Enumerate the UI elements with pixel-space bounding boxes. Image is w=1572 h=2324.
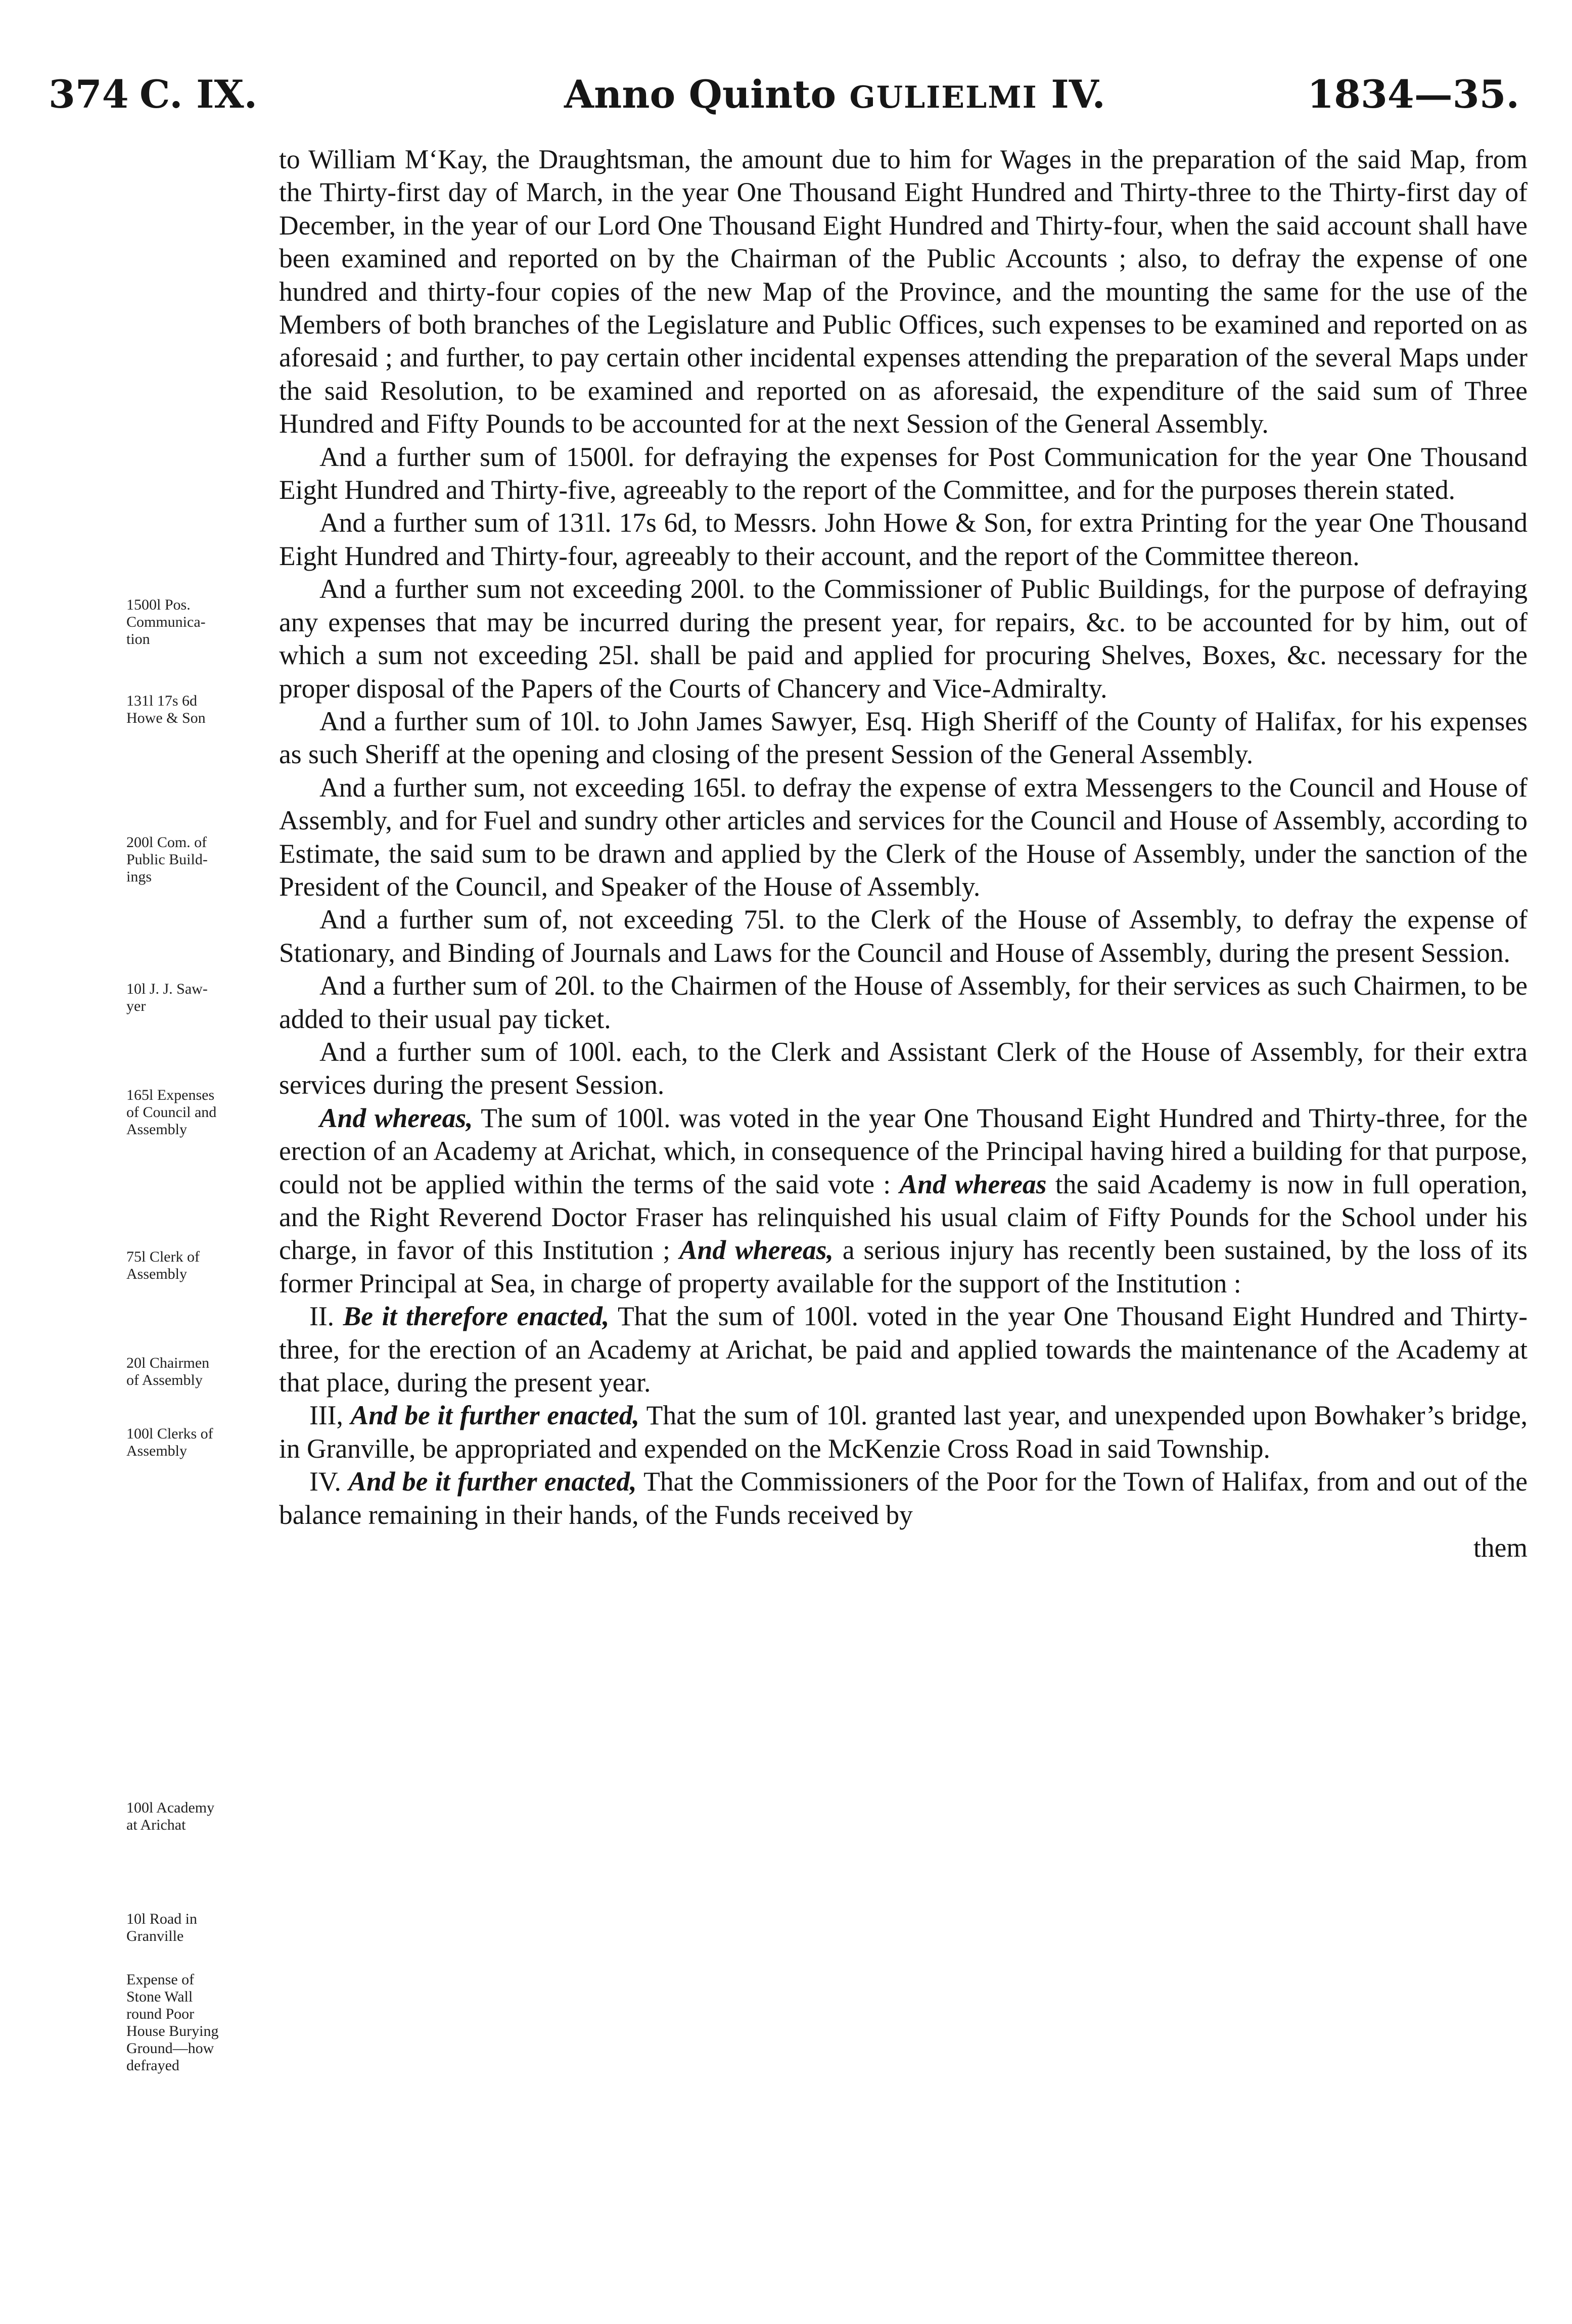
title-suffix: IV. — [1051, 72, 1105, 117]
margin-note-public-buildings: 200l Com. of Public Build- ings — [126, 834, 208, 885]
margin-note-clerks: 100l Clerks of Assembly — [126, 1425, 213, 1459]
preamble-text-c: a serious injury has recently been sustained, by the loss of its former Principal at Sea, in charge of property available for the support of the Institution : — [279, 1235, 1528, 1298]
paragraph-public-buildings: And a further sum not exceeding 200l. to the Commissioner of Public Buildings, for the purpose of defraying any expenses that may be incurred during the present year, for repairs, &c. to be accounted for by him, out of which a sum not exceeding 25l. shall be paid and applied for procuring Shelves, Boxes, &c. necessary for the proper disposal of the Papers of the Courts of Chancery and Vice-Admiralty. — [279, 574, 1528, 704]
preamble-text-a: The sum of 100l. was voted in the year One Thousand Eight Hundred and Thirty-three, for the erection of an Academy at Arichat, which, in consequence of the Principal having hired a building for that purpose, could not be applied within the terms of the said vote : — [279, 1102, 1528, 1199]
catchword: them — [1473, 1532, 1528, 1563]
section-4 — [279, 1465, 1528, 1531]
margin-note-granville-road: 10l Road in Granville — [126, 1911, 197, 1944]
paragraph-clerk-stationary: And a further sum of, not exceeding 75l. to the Clerk of the House of Assembly, to defray the expense of Stationary, and Binding of Journals and Laws for the Council and House of Assembly, during the present Session. — [279, 904, 1528, 968]
section-4-text: That the Commissioners of the Poor for the Town of Halifax, from and out of the balance remaining in their hands, of the Funds received by — [279, 1466, 1528, 1530]
margin-note-stone-wall: Expense of Stone Wall round Poor House Burying Ground—how defrayed — [126, 1971, 219, 2074]
paragraph-sheriff-sawyer: And a further sum of 10l. to John James Sawyer, Esq. High Sheriff of the County of Halifax, for his expenses as such Sheriff at the opening and closing of the present Session of the General Assembly. — [279, 706, 1528, 770]
section-2-lead: Be it therefore enacted, — [343, 1301, 610, 1332]
preamble-lead: And whereas, — [319, 1102, 473, 1133]
paragraph-clerks: And a further sum of 100l. each, to the Clerk and Assistant Clerk of the House of Assembly, for their extra services during the present Session. — [279, 1036, 1528, 1100]
paragraph-chairmen: And a further sum of 20l. to the Chairmen of the House of Assembly, for their services as such Chairmen, to be added to their usual pay ticket. — [279, 970, 1528, 1034]
running-title — [564, 67, 1105, 125]
session-years: 1834—35. — [1307, 72, 1519, 117]
margin-note-academy: 100l Academy at Arichat — [126, 1799, 215, 1833]
paragraph-council-expenses: And a further sum, not exceeding 165l. to defray the expense of extra Messengers to the Council and House of Assembly, and for Fuel and sundry other articles and services for the Council and House of Assembly, according to Estimate, the said sum to be drawn and applied by the Clerk of the House of Assembly, under the sanction of the President of the Council, and Speaker of the House of Assembly. — [279, 772, 1528, 902]
section-3-number: III, — [309, 1400, 343, 1431]
page-number: 374 — [49, 72, 129, 117]
section-2-number: II. — [309, 1301, 335, 1332]
section-2-text: That the sum of 100l. voted in the year One Thousand Eight Hundred and Thirty-three, for the erection of an Academy at Arichat, be paid and applied towards the maintenance of the Academy at that place, during the present year. — [279, 1301, 1528, 1398]
margin-note-chairmen: 20l Chairmen of Assembly — [126, 1355, 210, 1388]
section-3 — [279, 1399, 1528, 1465]
chapter-number: C. IX. — [140, 72, 258, 117]
main-text-column — [279, 143, 1528, 1564]
margin-note-howe-son: 131l 17s 6d Howe & Son — [126, 692, 206, 726]
section-2 — [279, 1300, 1528, 1399]
paragraph-post-communication: And a further sum of 1500l. for defraying the expenses for Post Communication for the year One Thousand Eight Hundred and Thirty-five, agreeably to the report of the Committee, and for the purposes therein stated. — [279, 441, 1528, 505]
preamble-text-b: the said Academy is now in full operation, and the Right Reverend Doctor Fraser has relinquished his usual claim of Fifty Pounds for the School under his charge, in favor of this Institution ; — [279, 1169, 1528, 1266]
paragraph-howe-printing: And a further sum of 131l. 17s 6d, to Messrs. John Howe & Son, for extra Printing for the year One Thousand Eight Hundred and Thirty-four, agreeably to their account, and the report of the Committee thereon. — [279, 507, 1528, 571]
margin-note-clerk-assembly: 75l Clerk of Assembly — [126, 1248, 200, 1282]
section-3-text: That the sum of 10l. granted last year, and unexpended upon Bowhaker’s bridge, in Granville, be appropriated and expended on the McKenzie Cross Road in said Township. — [279, 1400, 1528, 1464]
margin-note-sawyer: 10l J. J. Saw- yer — [126, 981, 208, 1014]
section-3-lead: And be it further enacted, — [350, 1400, 639, 1431]
paragraph-continuation: to William M‘Kay, the Draughtsman, the amount due to him for Wages in the preparation of the said Map, from the Thirty-first day of March, in the year One Thousand Eight Hundred and Thirty-three to the Thirty-first day of December, in the year of our Lord One Thousand Eight Hundred and Thirty-four, when the said account shall have been examined and reported on by the Chairman of the Public Accounts ; also, to defray the expense of one hundred and thirty-four copies of the new Map of the Province, and the mounting the same for the use of the Members of both branches of the Legislature and Public Offices, such expenses to be examined and reported on as aforesaid ; and further, to pay certain other incidental expenses attending the preparation of the several Maps under the said Resolution, to be examined and reported on as aforesaid, the expenditure of the said sum of Three Hundred and Fifty Pounds to be accounted for at the next Session of the General Assembly. — [279, 144, 1528, 439]
margin-note-council-expenses: 165l Expenses of Council and Assembly — [126, 1087, 217, 1138]
preamble-lead-b: And whereas — [899, 1169, 1047, 1199]
section-4-number: IV. — [309, 1466, 341, 1497]
preamble-lead-c: And whereas, — [679, 1235, 834, 1266]
title-name: GULIELMI — [849, 80, 1038, 115]
paragraph-preamble-academy — [279, 1102, 1528, 1300]
running-header — [49, 67, 1519, 122]
title-prefix: Anno Quinto — [564, 72, 837, 117]
section-4-lead: And be it further enacted, — [348, 1466, 637, 1497]
margin-note-post-communication: 1500l Pos. Communica- tion — [126, 596, 206, 647]
